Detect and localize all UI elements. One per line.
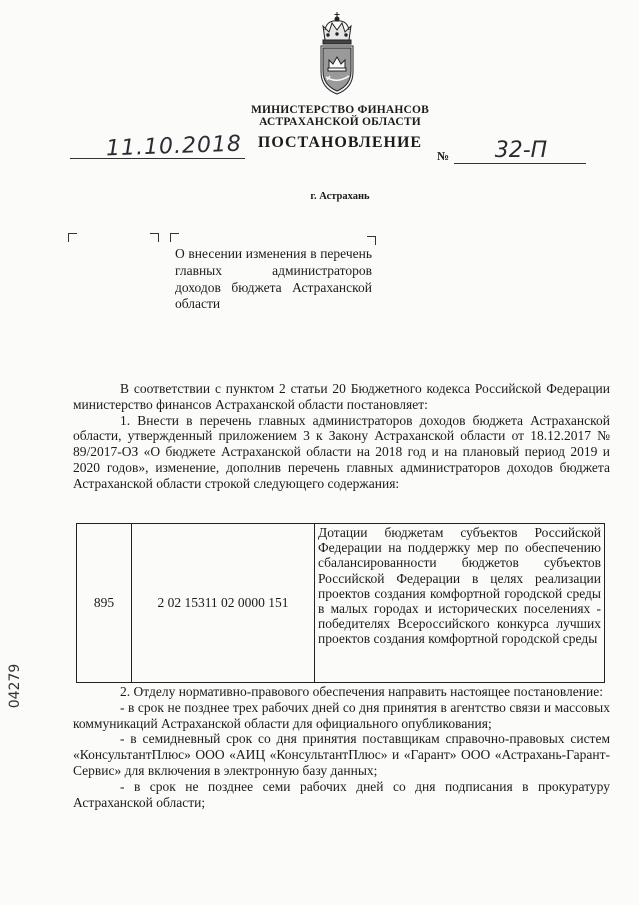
doc-type-title: ПОСТАНОВЛЕНИЕ — [257, 134, 423, 151]
number-sign: № — [437, 149, 450, 163]
paragraph-subitem-publication: - в срок не позднее трех рабочих дней со дня принятия в агентство связи и массовых коммуникаций Астраханской области для официального опубликования; — [73, 699, 610, 731]
city-label: г. Астрахань — [310, 191, 370, 202]
paragraph-preamble: В соответствии с пунктом 2 статьи 20 Бюджетного кодекса Российской Федерации министерство финансов Астраханской области постановляет: — [73, 381, 610, 412]
ministry-name — [200, 104, 480, 128]
ministry-line-2: АСТРАХАНСКОЙ ОБЛАСТИ — [259, 116, 421, 128]
decree-body — [73, 381, 610, 492]
kbk-code-cell: 2 02 15311 02 0000 151 — [132, 524, 315, 683]
revenue-admin-table — [76, 523, 605, 683]
paragraph-subitem-prosecutor: - в срок не позднее семи рабочих дней со дня подписания в прокуратуру Астраханской области; — [73, 778, 610, 810]
subject-corner-top-right — [367, 236, 376, 245]
coat-of-arms-emblem — [313, 10, 361, 98]
bracket-corner-top-right — [150, 233, 159, 242]
paragraph-item-2: 2. Отделу нормативно-правового обеспечения направить настоящее постановление: — [120, 684, 603, 699]
subject-corner-top-left — [170, 233, 179, 242]
decree-subject: О внесении изменения в перечень главных администраторов доходов бюджета Астраханской области — [175, 246, 372, 312]
date-underline — [70, 158, 245, 159]
margin-registration-number: 04279 — [7, 663, 23, 709]
admin-code-cell: 895 — [77, 524, 132, 683]
paragraph-item-1: 1. Внести в перечень главных администраторов доходов бюджета Астраханской области, утвержденный приложением 3 к Закону Астраханской области от 18.12.2017 № 89/2017-ОЗ «О бюджете Астраханской области на 2018 год и на плановый период 2019 и 2020 годов», изменение, дополнив перечень главных администраторов доходов бюджета Астраханской области строкой следующего содержания: — [73, 412, 610, 491]
table-row — [77, 524, 605, 683]
ministry-line-1: МИНИСТЕРСТВО ФИНАНСОВ — [250, 104, 430, 116]
bracket-corner-top-left — [68, 233, 77, 242]
handwritten-date: 11.10.2018 — [105, 131, 243, 162]
paragraph-subitem-legal-systems: - в семидневный срок со дня принятия поставщикам справочно-правовых систем «КонсультантПлюс» ООО «АИЦ «КонсультантПлюс» и «Гарант» ООО «Астрахань-Гарант-Сервис» для включения в электронную базу данных; — [73, 731, 610, 778]
number-underline — [454, 163, 586, 164]
revenue-name-cell: Дотации бюджетам субъектов Российской Федерации на поддержку мер по обеспечению сбалансированности бюджетов субъектов Российской Федерации в целях реализации проектов создания комфортной городской среды в малых городах и исторических поселениях - победителях Всероссийского конкурса лучших проектов создания комфортной городской среды — [315, 524, 605, 683]
handwritten-number: 32-П — [494, 138, 548, 163]
decree-body-continued — [73, 684, 610, 810]
